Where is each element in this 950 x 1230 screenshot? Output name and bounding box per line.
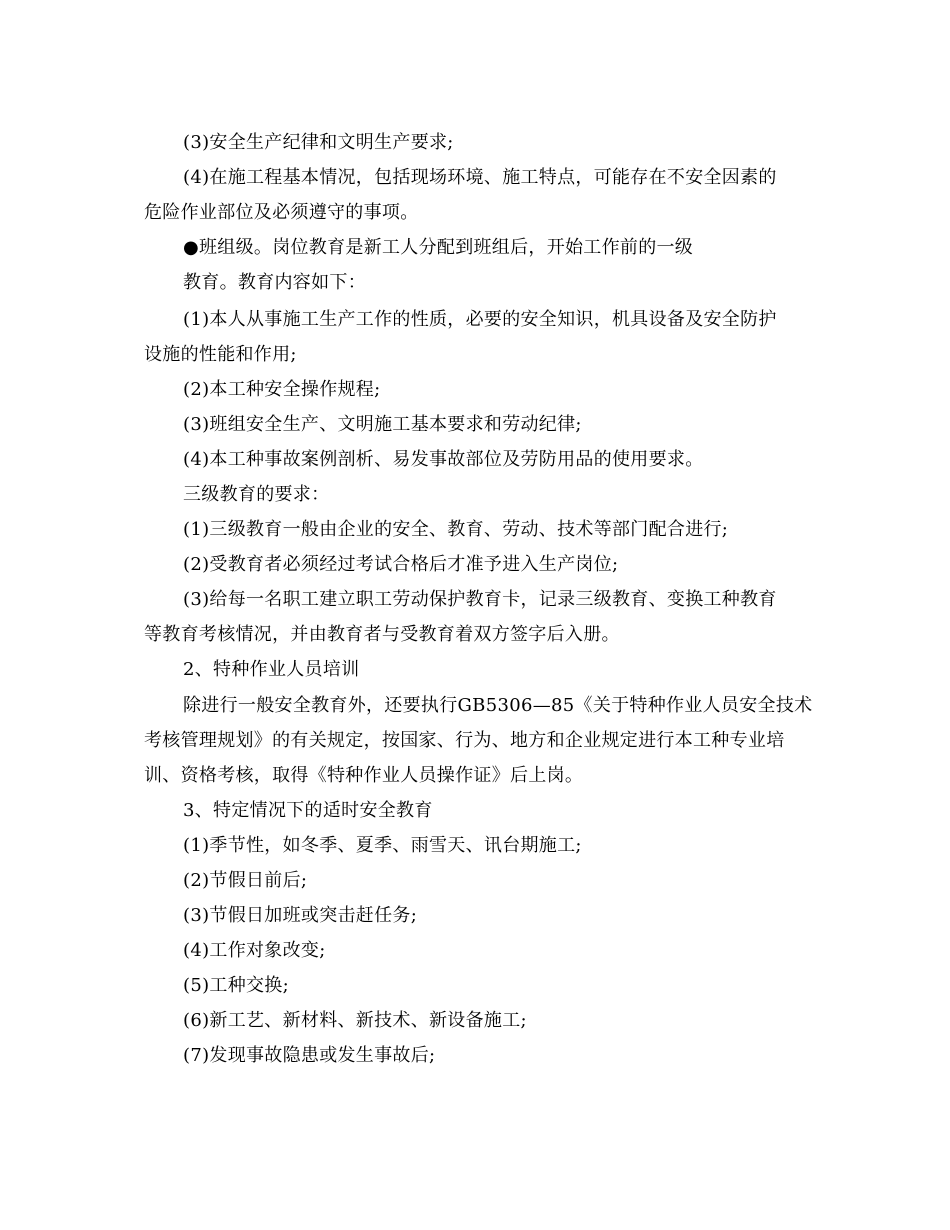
text-line: 除进行一般安全教育外，还要执行GB5306—85《关于特种作业人员安全技术	[183, 695, 813, 716]
text-line: 训、资格考核，取得《特种作业人员操作证》后上岗。	[144, 765, 584, 786]
section-heading: 2、特种作业人员培训	[183, 659, 360, 680]
text-line: (4)本工种事故案例剖析、易发事故部位及劳防用品的使用要求。	[183, 449, 704, 470]
text-line: (2)受教育者必须经过考试合格后才准予进入生产岗位;	[183, 554, 619, 575]
text-line: (3)班组安全生产、文明施工基本要求和劳动纪律;	[183, 414, 582, 435]
text-line: (3)节假日加班或突击赶任务;	[183, 905, 418, 926]
text-line: (6)新工艺、新材料、新技术、新设备施工;	[183, 1010, 527, 1031]
text-line: (1)三级教育一般由企业的安全、教育、劳动、技术等部门配合进行;	[183, 519, 729, 540]
text-line: ●班组级。岗位教育是新工人分配到班组后，开始工作前的一级	[183, 237, 694, 258]
text-line: (1)季节性，如冬季、夏季、雨雪天、讯台期施工;	[183, 835, 582, 856]
section-heading: 3、特定情况下的适时安全教育	[183, 800, 433, 821]
text-line: (4)工作对象改变;	[183, 940, 326, 961]
text-line: (3)安全生产纪律和文明生产要求;	[183, 132, 454, 153]
text-line: (7)发现事故隐患或发生事故后;	[183, 1045, 436, 1066]
text-line: 三级教育的要求：	[183, 484, 330, 505]
text-line: (4)在施工程基本情况，包括现场环境、施工特点，可能存在不安全因素的	[183, 167, 777, 188]
text-line: (1)本人从事施工生产工作的性质，必要的安全知识，机具设备及安全防护	[183, 309, 777, 330]
text-line: (5)工种交换;	[183, 975, 289, 996]
text-line: (2)节假日前后;	[183, 870, 308, 891]
text-line: 教育。教育内容如下：	[183, 272, 366, 293]
text-line: 危险作业部位及必须遵守的事项。	[144, 202, 419, 223]
text-line: (2)本工种安全操作规程;	[183, 379, 381, 400]
text-line: 设施的性能和作用;	[144, 344, 297, 365]
text-line: 等教育考核情况，并由教育者与受教育着双方签字后入册。	[144, 624, 620, 645]
text-line: 考核管理规划》的有关规定，按国家、行为、地方和企业规定进行本工种专业培	[144, 730, 785, 751]
text-line: (3)给每一名职工建立职工劳动保护教育卡，记录三级教育、变换工种教育	[183, 589, 777, 610]
